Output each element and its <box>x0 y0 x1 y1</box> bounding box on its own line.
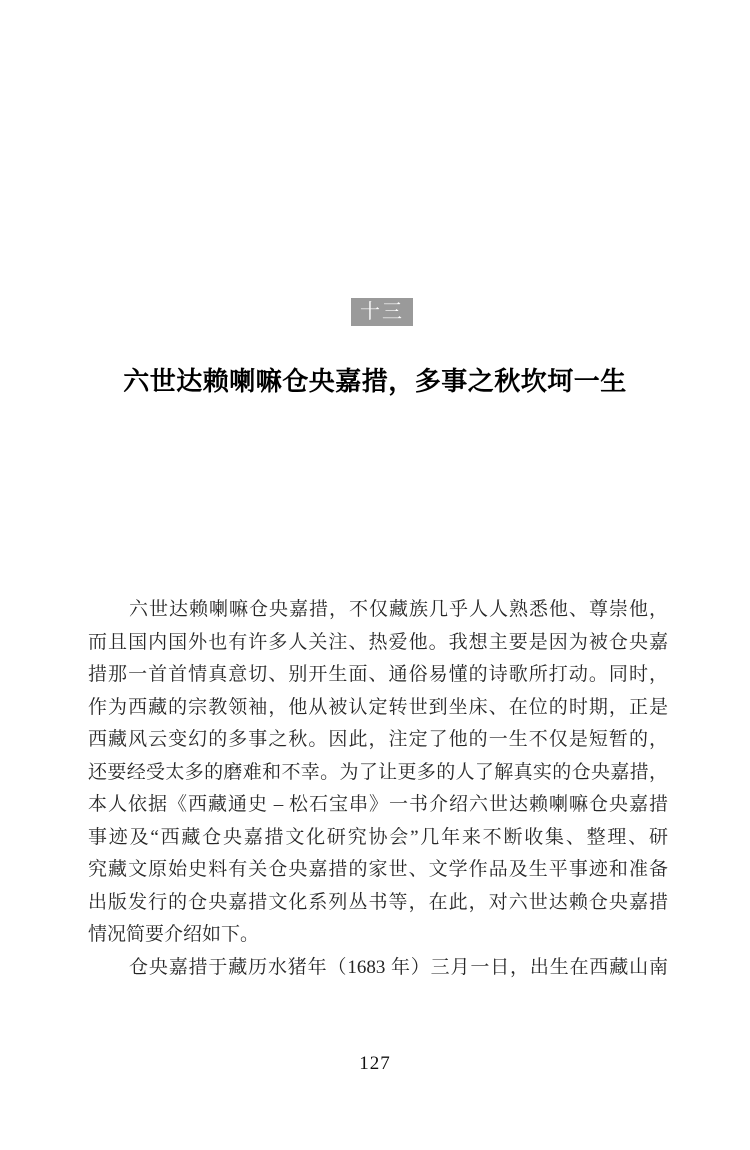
body-text-line: 情况简要介绍如下。 <box>88 924 260 945</box>
body-text-line: 而且国内国外也有许多人关注、热爱他。我想主要是因为被仓央嘉 <box>88 631 668 653</box>
body-text-line: 还要经受太多的磨难和不幸。为了让更多的人了解真实的仓央嘉措， <box>88 761 668 783</box>
body-text-line: 六世达赖喇嘛仓央嘉措，不仅藏族几乎人人熟悉他、尊崇他， <box>129 599 668 620</box>
body-text-line: 措那一首首情真意切、别开生面、通俗易懂的诗歌所打动。同时， <box>88 664 668 685</box>
body-text-line: 事迹及“西藏仓央嘉措文化研究协会”几年来不断收集、整理、研 <box>88 826 668 848</box>
body-text-line: 西藏风云变幻的多事之秋。因此，注定了他的一生不仅是短暂的， <box>88 729 668 750</box>
body-text-line: 本人依据《西藏通史 – 松石宝串》一书介绍六世达赖喇嘛仓央嘉措 <box>88 794 668 815</box>
page-number: 127 <box>359 1053 391 1074</box>
body-text-line: 究藏文原始史料有关仓央嘉措的家世、文学作品及生平事迹和准备 <box>88 859 668 880</box>
chapter-title: 六世达赖喇嘛仓央嘉措，多事之秋坎坷一生 <box>123 367 627 397</box>
body-text-line: 仓央嘉措于藏历水猪年（1683 年）三月一日，出生在西藏山南 <box>129 956 668 978</box>
body-text-line: 出版发行的仓央嘉措文化系列丛书等，在此，对六世达赖仓央嘉措 <box>88 891 668 913</box>
body-text-line: 作为西藏的宗教领袖，他从被认定转世到坐床、在位的时期，正是 <box>88 696 668 718</box>
body-text-block <box>88 594 668 984</box>
chapter-number-badge: 十三 <box>351 298 413 326</box>
